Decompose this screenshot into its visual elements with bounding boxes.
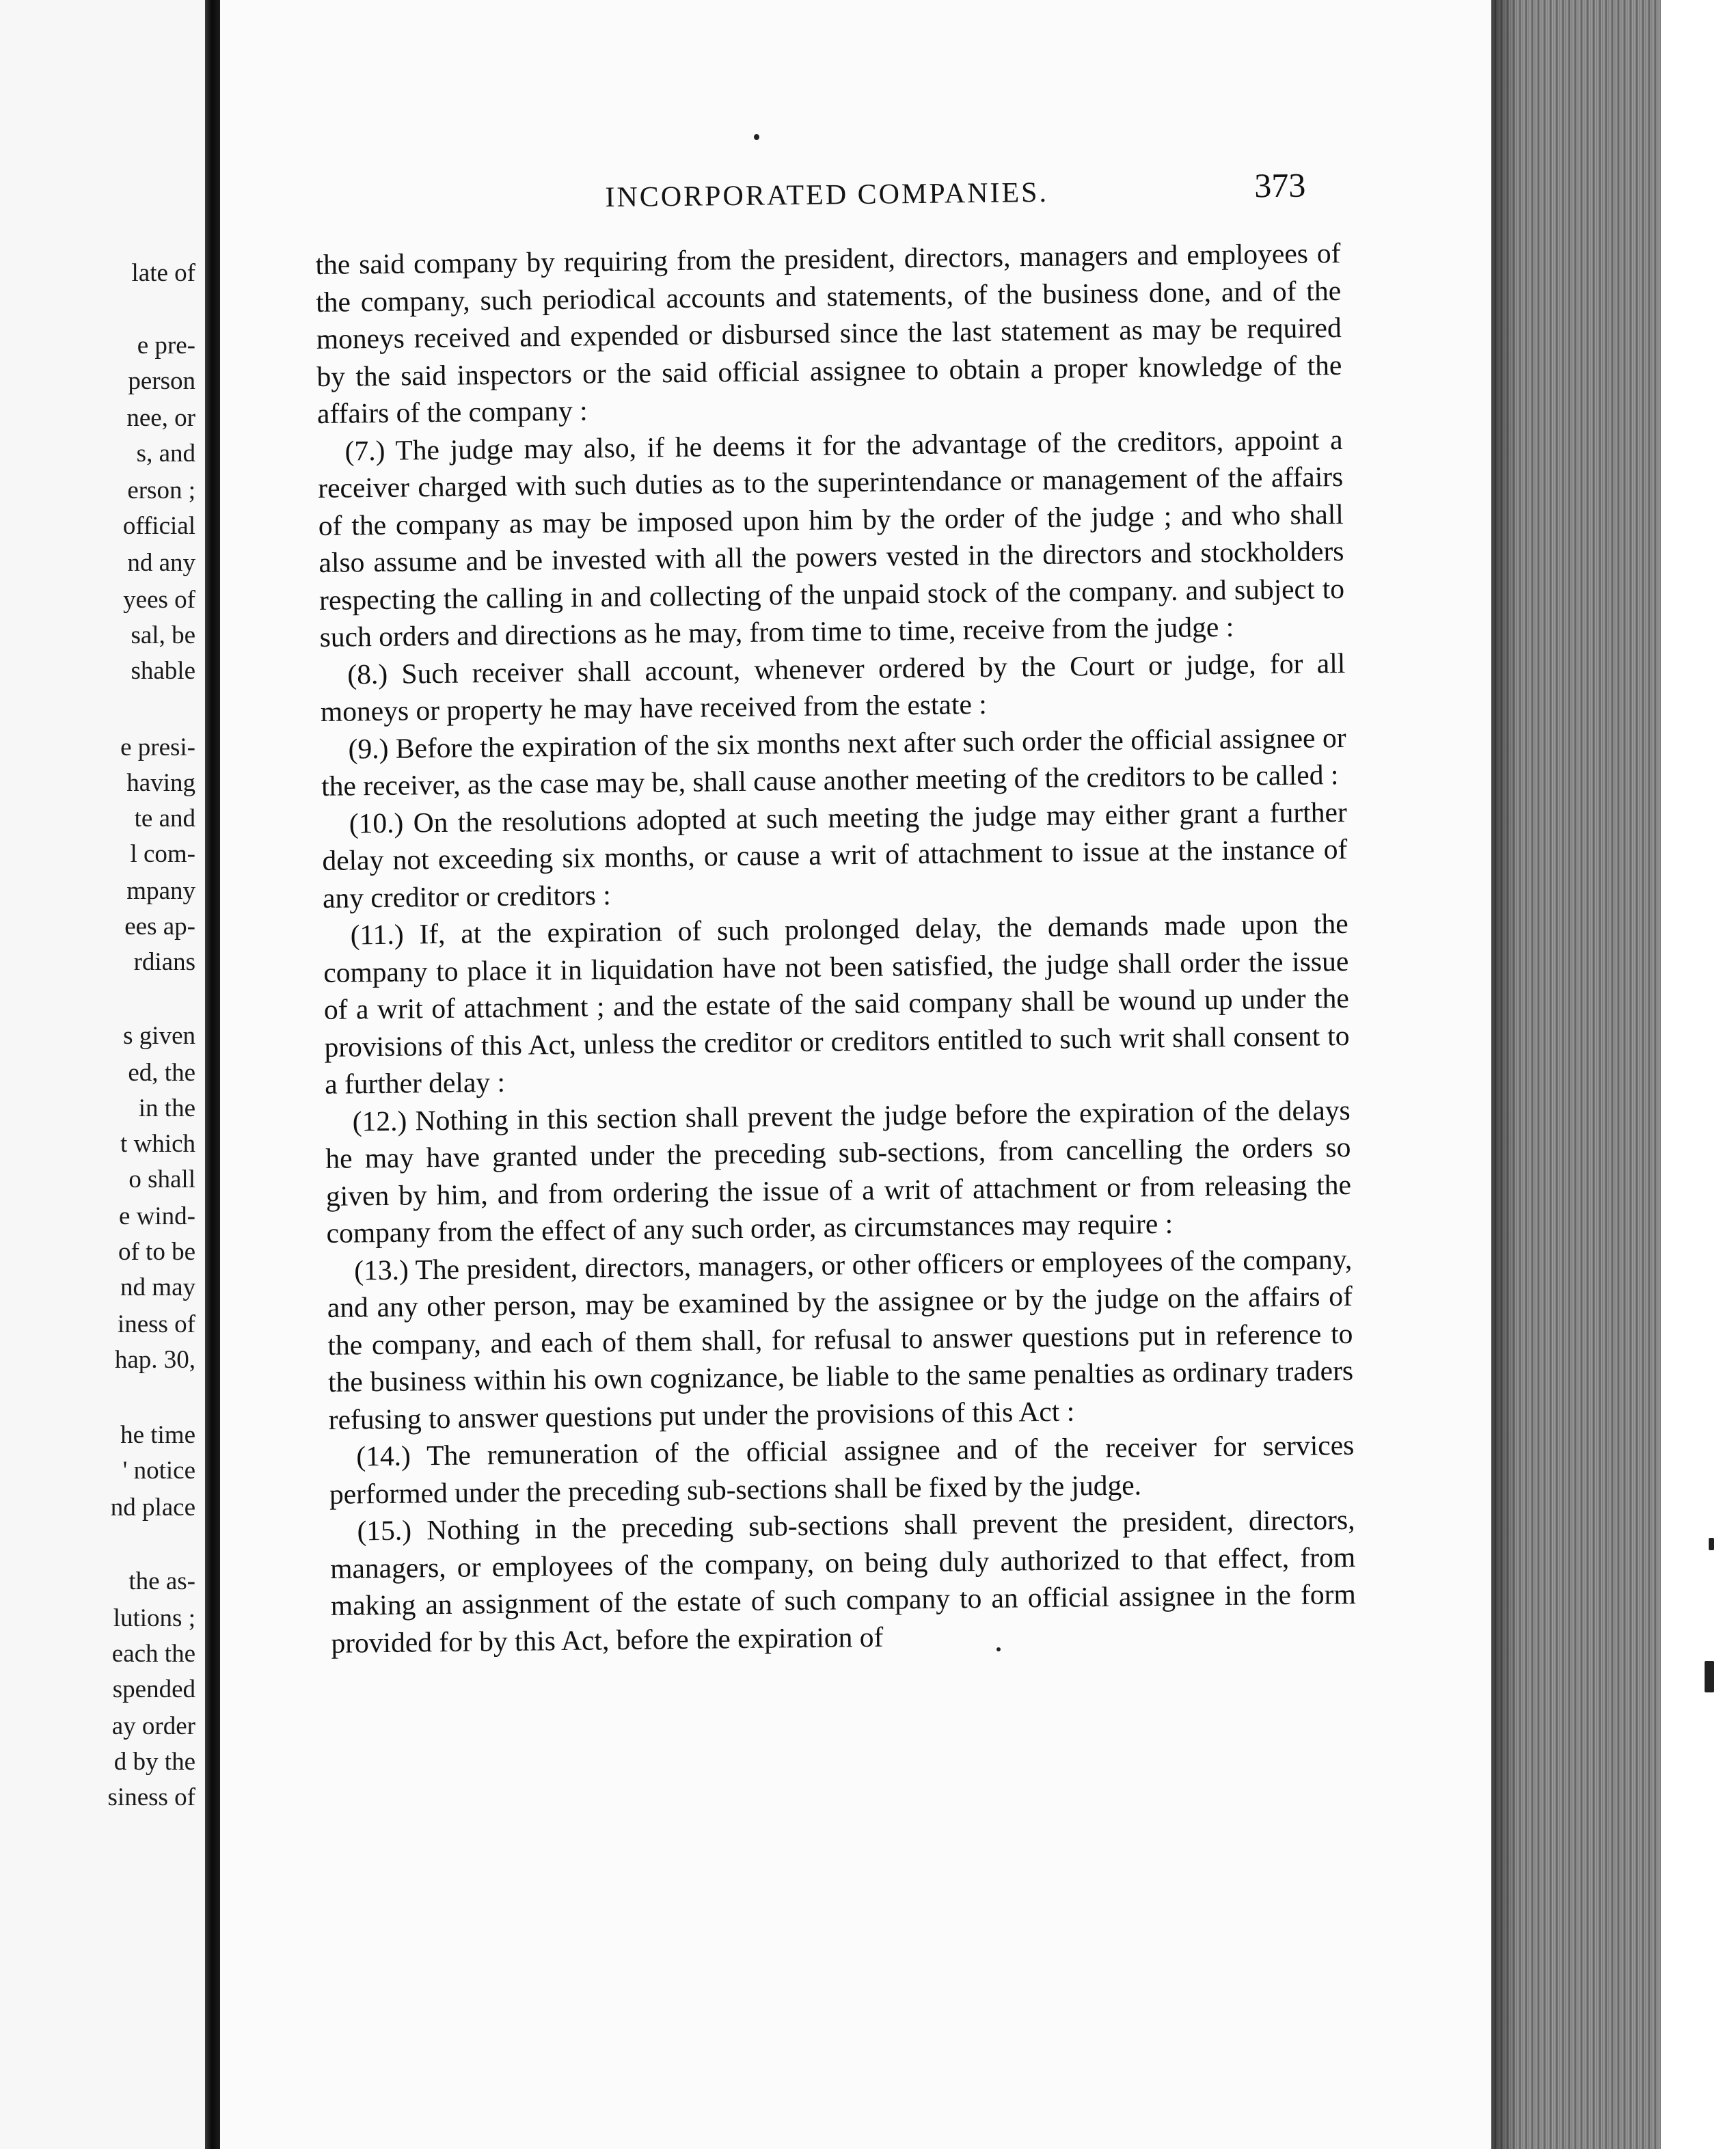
left-page-fragment: ay order	[111, 1712, 195, 1740]
left-page-fragment: s given	[123, 1022, 195, 1050]
ink-speck	[754, 134, 759, 140]
left-page-fragment: d by the	[113, 1748, 195, 1776]
page-number: 373	[1254, 165, 1306, 205]
left-page-fragment: the as-	[128, 1567, 195, 1595]
left-page-fragment: mpany	[126, 877, 195, 905]
left-page-fragment: e presi-	[120, 733, 195, 761]
left-page-fragment: lutions ;	[113, 1604, 195, 1632]
left-page-fragment: nee, or	[126, 404, 195, 432]
ink-speck	[1705, 1661, 1714, 1692]
body-paragraph: (15.) Nothing in the preceding sub-sections shall prevent the president, directors, managers, or employees of the company, on being duly authorized to that effect, from making an assignment of the estate of such company to an official assignee in the form provided for by this Act, before the expiration of	[329, 1503, 1356, 1659]
left-page-fragment: yees of	[123, 586, 195, 614]
left-page-fragment: in the	[138, 1094, 195, 1122]
left-page-fragment: shable	[131, 657, 195, 685]
ink-speck	[1709, 1538, 1714, 1550]
left-page-fragment: spended	[112, 1675, 195, 1703]
left-page-fragment: having	[126, 769, 195, 797]
left-page	[0, 0, 205, 2149]
left-page-fragment: ees ap-	[124, 913, 195, 941]
body-paragraph: (10.) On the resolutions adopted at such meeting the judge may either grant a further delay not exceeding six months, or cause a writ of attachment to issue at the instance of any creditor or creditors :	[322, 796, 1348, 914]
body-paragraph: (9.) Before the expiration of the six months next after such order the official assignee or the receiver, as the case may be, shall cause another meeting of the creditors to be called :	[321, 721, 1346, 802]
book-gutter	[205, 0, 220, 2149]
body-paragraph: (11.) If, at the expiration of such prolonged delay, the demands made upon the company to place it in liquidation have not been satisfied, the judge shall order the issue of a writ of attachment ; and the estate of the said company shall be wound up under the provisions of this Act, unless the creditor or creditors entitled to such writ shall consent to a further delay :	[323, 907, 1350, 1100]
left-page-fragment: he time	[120, 1421, 195, 1449]
body-paragraph: (13.) The president, directors, managers, or other officers or employees of the company, and any other person, may be examined by the assignee or by the judge on the affairs of the company, and each of them shall, for refusal to answer questions put in reference to the business within his own cognizance, be liable to the same penalties as ordinary traders refusing to answer questions put under the provisions of this Act :	[327, 1243, 1354, 1435]
body-paragraph: (7.) The judge may also, if he deems it for the advantage of the creditors, appoint a receiver charged with such duties as to the superintendance or management of the affairs of the company as may be imposed upon him by the order of the judge ; and who shall also assume and be invested with all the powers vested in the directors and stockholders respecting the calling in and collecting of the unpaid stock of the company. and subject to such orders and directions as he may, from time to time, receive from the judge :	[318, 423, 1345, 653]
left-page-fragment: t which	[120, 1130, 195, 1158]
left-page-fragment: of to be	[118, 1238, 195, 1266]
left-page-fragment: ' notice	[122, 1457, 195, 1485]
left-page-fragment: e pre-	[137, 332, 195, 360]
body-paragraph: (14.) The remuneration of the official assignee and of the receiver for services performed under the preceding sub-sections shall be fixed by the judge.	[329, 1429, 1355, 1510]
left-page-fragment: nd any	[127, 549, 195, 577]
left-page-fragment: official	[122, 512, 195, 540]
left-page-fragment: erson ;	[127, 476, 195, 504]
left-page-fragment: rdians	[133, 948, 195, 976]
running-head	[314, 159, 1340, 226]
page-text-block	[314, 159, 1357, 1662]
left-page-fragment: each the	[111, 1640, 195, 1668]
running-title: INCORPORATED COMPANIES.	[605, 176, 1049, 214]
left-page-fragment: iness of	[117, 1310, 195, 1338]
left-page-text-fragments	[0, 0, 195, 2149]
left-page-fragment: l com-	[130, 840, 195, 868]
left-page-fragment: hap. 30,	[114, 1346, 195, 1374]
left-page-fragment: o shall	[128, 1165, 195, 1193]
left-page-fragment: ed, the	[128, 1059, 195, 1087]
left-page-fragment: late of	[131, 259, 195, 287]
left-page-fragment: s, and	[136, 440, 195, 468]
scan-background-right	[1661, 0, 1736, 2149]
body-text	[315, 234, 1356, 1662]
left-page-fragment: nd place	[110, 1494, 195, 1522]
left-page-fragment: sal, be	[131, 621, 195, 649]
left-page-fragment: nd may	[120, 1273, 195, 1301]
body-paragraph: the said company by requiring from the president, directors, managers and employees of the company, such periodical accounts and statements, of the business done, and of the moneys received and expended or disbursed since the last statement as may be required by the said inspectors or the said official assignee to obtain a proper knowledge of the affairs of the company :	[315, 236, 1342, 429]
left-page-fragment: e wind-	[119, 1202, 195, 1230]
page-edge-shadow	[1491, 0, 1519, 2149]
body-paragraph: (12.) Nothing in this section shall prevent the judge before the expiration of the delays he may have granted under the preceding sub-sections, from cancelling the orders so given by him, and from ordering the issue of a writ of attachment or from releasing the company from the effect of any such order, as circumstances may require :	[325, 1094, 1352, 1249]
body-paragraph: (8.) Such receiver shall account, whenever ordered by the Court or judge, for all moneys or property he may have received from the estate :	[320, 647, 1346, 727]
left-page-fragment: siness of	[107, 1783, 195, 1811]
left-page-fragment: person	[128, 367, 195, 395]
left-page-fragment: te and	[134, 805, 195, 833]
